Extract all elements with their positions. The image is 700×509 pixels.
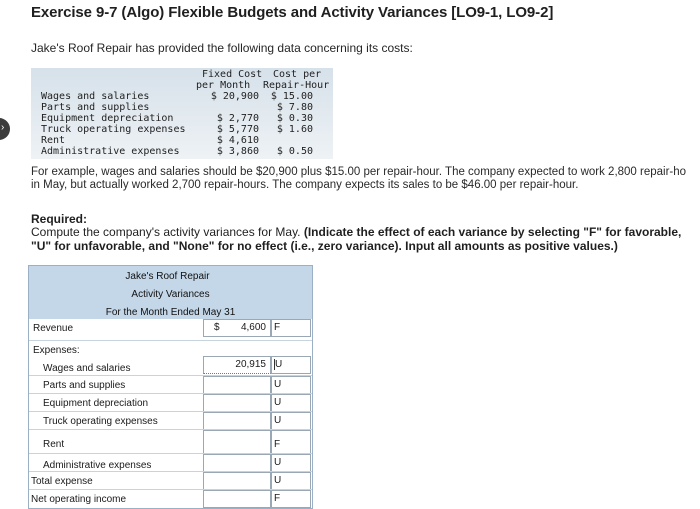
cost-row-label: Equipment depreciation bbox=[41, 113, 174, 124]
admin-effect-select[interactable] bbox=[271, 454, 311, 472]
admin-label: Administrative expenses bbox=[43, 460, 152, 471]
cost-row-fixed: $ 4,610 bbox=[216, 135, 259, 146]
cost-row-fixed: $ 2,770 bbox=[216, 113, 259, 124]
wages-effect-select[interactable] bbox=[271, 356, 311, 374]
net-operating-income-amount-input[interactable] bbox=[203, 490, 271, 508]
net-operating-income-effect: F bbox=[274, 493, 281, 504]
revenue-effect: F bbox=[274, 322, 281, 333]
rent-amount-input[interactable] bbox=[203, 430, 271, 454]
admin-effect: U bbox=[274, 457, 282, 468]
currency-symbol: $ bbox=[214, 322, 220, 333]
cost-row-fixed: $ 20,900 bbox=[210, 91, 259, 102]
revenue-row bbox=[29, 319, 312, 337]
parts-effect-select[interactable] bbox=[271, 376, 311, 394]
truck-row bbox=[29, 411, 312, 430]
cost-row-variable: $ 1.60 bbox=[276, 124, 313, 135]
total-expense-effect: U bbox=[274, 475, 282, 486]
rent-row bbox=[29, 429, 312, 454]
cost-row-fixed: $ 3,860 bbox=[216, 146, 259, 157]
wages-amount: 20,915 bbox=[235, 359, 266, 370]
side-marker-glyph: › bbox=[1, 122, 5, 133]
report-name: Activity Variances bbox=[131, 289, 210, 300]
cost-row-variable: $ 7.80 bbox=[276, 102, 313, 113]
cost-row-variable: $ 0.50 bbox=[276, 146, 313, 157]
required-heading: Required: bbox=[31, 212, 88, 226]
example-line-1: For example, wages and salaries should be $20,900 plus $15.00 per repair-hour. The company expected to work 2,800 repair-ho bbox=[31, 166, 687, 178]
header-var-1: Cost per bbox=[273, 69, 322, 80]
header-fixed-2: per Month bbox=[196, 80, 251, 91]
total-expense-label: Total expense bbox=[31, 476, 93, 487]
cost-row-label: Truck operating expenses bbox=[41, 124, 186, 135]
rent-effect-select[interactable] bbox=[271, 430, 311, 454]
report-header bbox=[29, 266, 312, 319]
truck-label: Truck operating expenses bbox=[43, 416, 158, 427]
cost-row-label: Administrative expenses bbox=[41, 146, 180, 157]
revenue-effect-select[interactable] bbox=[271, 319, 311, 337]
net-operating-income-effect-select[interactable] bbox=[271, 490, 311, 508]
total-expense-effect-select[interactable] bbox=[271, 472, 311, 490]
equipment-row bbox=[29, 393, 312, 412]
parts-amount-input[interactable] bbox=[203, 376, 271, 394]
equipment-amount-input[interactable] bbox=[203, 394, 271, 412]
wages-effect: U bbox=[275, 359, 283, 370]
wages-row bbox=[29, 356, 312, 374]
equipment-effect: U bbox=[274, 397, 282, 408]
example-paragraph bbox=[31, 166, 700, 192]
example-line-2: in May, but actually worked 2,700 repair-hours. The company expects its sales to be $46.00 per repair-hour. bbox=[31, 179, 579, 191]
total-expense-row bbox=[29, 471, 312, 490]
net-operating-income-label: Net operating income bbox=[31, 494, 127, 505]
report-company: Jake's Roof Repair bbox=[125, 271, 210, 282]
parts-label: Parts and supplies bbox=[43, 380, 126, 391]
cost-row-variable: $ 15.00 bbox=[270, 91, 313, 102]
equipment-effect-select[interactable] bbox=[271, 394, 311, 412]
wages-amount-input[interactable] bbox=[203, 356, 271, 374]
cost-row-variable: $ 0.30 bbox=[276, 113, 313, 124]
parts-row bbox=[29, 375, 312, 394]
cost-row-label: Wages and salaries bbox=[41, 91, 150, 102]
required-instructions bbox=[31, 225, 700, 253]
net-operating-income-row bbox=[29, 489, 312, 508]
revenue-amount-input[interactable] bbox=[203, 319, 271, 337]
truck-effect-select[interactable] bbox=[271, 412, 311, 430]
report-period: For the Month Ended May 31 bbox=[105, 307, 236, 318]
truck-effect: U bbox=[274, 415, 282, 426]
admin-row bbox=[29, 453, 312, 472]
cost-row-label: Parts and supplies bbox=[41, 102, 150, 113]
rent-effect: F bbox=[274, 439, 281, 450]
intro-text: Jake's Roof Repair has provided the following data concerning its costs: bbox=[31, 41, 413, 55]
cost-row-fixed: $ 5,770 bbox=[216, 124, 259, 135]
revenue-label: Revenue bbox=[33, 323, 74, 334]
required-plain: Compute the company's activity variances for May. bbox=[31, 225, 304, 239]
expenses-label: Expenses: bbox=[33, 345, 80, 356]
header-var-2: Repair-Hour bbox=[263, 80, 330, 91]
rent-label: Rent bbox=[43, 439, 65, 450]
exercise-title: Exercise 9-7 (Algo) Flexible Budgets and Activity Variances [LO9-1, LO9-2] bbox=[31, 4, 554, 21]
total-expense-amount-input[interactable] bbox=[203, 472, 271, 490]
activity-variance-report bbox=[28, 265, 313, 509]
wages-label: Wages and salaries bbox=[43, 363, 131, 374]
side-marker bbox=[0, 118, 10, 140]
header-fixed-1: Fixed Cost bbox=[202, 69, 263, 80]
truck-amount-input[interactable] bbox=[203, 412, 271, 430]
revenue-amount: 4,600 bbox=[240, 322, 266, 333]
equipment-label: Equipment depreciation bbox=[43, 398, 149, 409]
admin-amount-input[interactable] bbox=[203, 454, 271, 472]
parts-effect: U bbox=[274, 379, 282, 390]
required-bold: (Indicate the effect of each variance by selecting "F" for favorable, "U" for unfavorable, and "None" for no effect (i.e., zero variance). Input all amounts as positive values.) bbox=[31, 225, 682, 253]
cost-row-label: Rent bbox=[41, 135, 66, 146]
cost-data-table bbox=[31, 68, 333, 159]
